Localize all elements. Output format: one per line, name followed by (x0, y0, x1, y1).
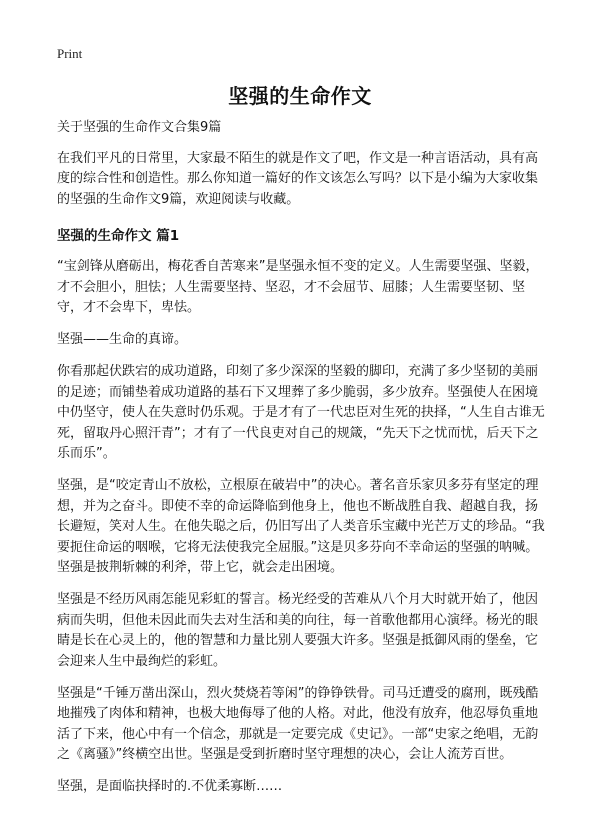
article-subtitle: 关于坚强的生命作文合集9篇 (57, 120, 222, 135)
section-heading: 坚强的生命作文 篇1 (57, 228, 180, 244)
body-paragraph: 坚强是“千锤万凿出深山，烈火焚烧若等闲”的铮铮铁骨。司马迁遭受的腐刑，既残酷地摧残了肉体和精神，也极大地侮辱了他的人格。对此，他没有放弃，他忍辱负重地活了下来，他心中有一个信念，那就是一定要完成《史记》。一部“史家之绝唱，无韵之《离骚》”终横空出世。坚强是受到折磨时坚守理想的决心，会让人流芳百世。 (57, 685, 539, 762)
intro-paragraph: 在我们平凡的日常里，大家最不陌生的就是作文了吧，作文是一种言语活动，具有高度的综合性和创造性。那么你知道一篇好的作文该怎么写吗？以下是小编为大家收集的坚强的生命作文9篇，欢迎阅读与收藏。 (57, 150, 539, 207)
body-paragraph: 你看那起伏跌宕的成功道路，印刻了多少深深的坚毅的脚印，充满了多少坚韧的美丽的足迹；而铺垫着成功道路的基石下又埋葬了多少脆弱，多少放弃。坚强使人在困境中仍坚守，使人在失意时仍乐观。于是才有了一代忠臣对生死的抉择，“人生自古谁无死，留取丹心照汗青”；才有了一代良吏对自己的规箴，“先天下之忧而忧，后天下之乐而乐”。 (57, 364, 545, 461)
page-title: 坚强的生命作文 (228, 84, 372, 108)
body-paragraph: 坚强——生命的真谛。 (57, 332, 188, 347)
article-body (57, 118, 547, 809)
print-link[interactable]: Print (57, 46, 83, 61)
body-paragraph: “宝剑锋从磨砺出，梅花香自苦寒来”是坚强永恒不变的定义。人生需要坚强、坚毅，才不会胆小，胆怯；人生需要坚持、坚忍，才不会屈节、屈膝；人生需要坚韧、坚守，才不会卑下，卑怯。 (57, 259, 539, 315)
body-paragraph: 坚强是不经历风雨怎能见彩虹的誓言。杨光经受的苦难从八个月大时就开始了，他因病而失明，但他未因此而失去对生活和美的向往，每一首歌他都用心演绎。杨光的眼睛是长在心灵上的，他的智慧和力量比别人要强大许多。坚强是抵御风雨的堡垒，它会迎来人生中最绚烂的彩虹。 (57, 592, 539, 669)
body-paragraph: 坚强，是面临抉择时的.不优柔寡断…… (57, 779, 283, 794)
body-paragraph: 坚强，是“咬定青山不放松，立根原在破岩中”的决心。著名音乐家贝多芬有坚定的理想，并为之奋斗。即使不幸的命运降临到他身上，他也不断战胜自我、超越自我，扬长避短，笑对人生。在他失聪之后，仍旧写出了人类音乐宝藏中光芒万丈的珍品。“我要扼住命运的咽喉，它将无法使我完全屈服。”这是贝多芬向不幸命运的坚强的呐喊。坚强是披荆斩棘的利斧，带上它，就会走出困境。 (57, 478, 545, 575)
